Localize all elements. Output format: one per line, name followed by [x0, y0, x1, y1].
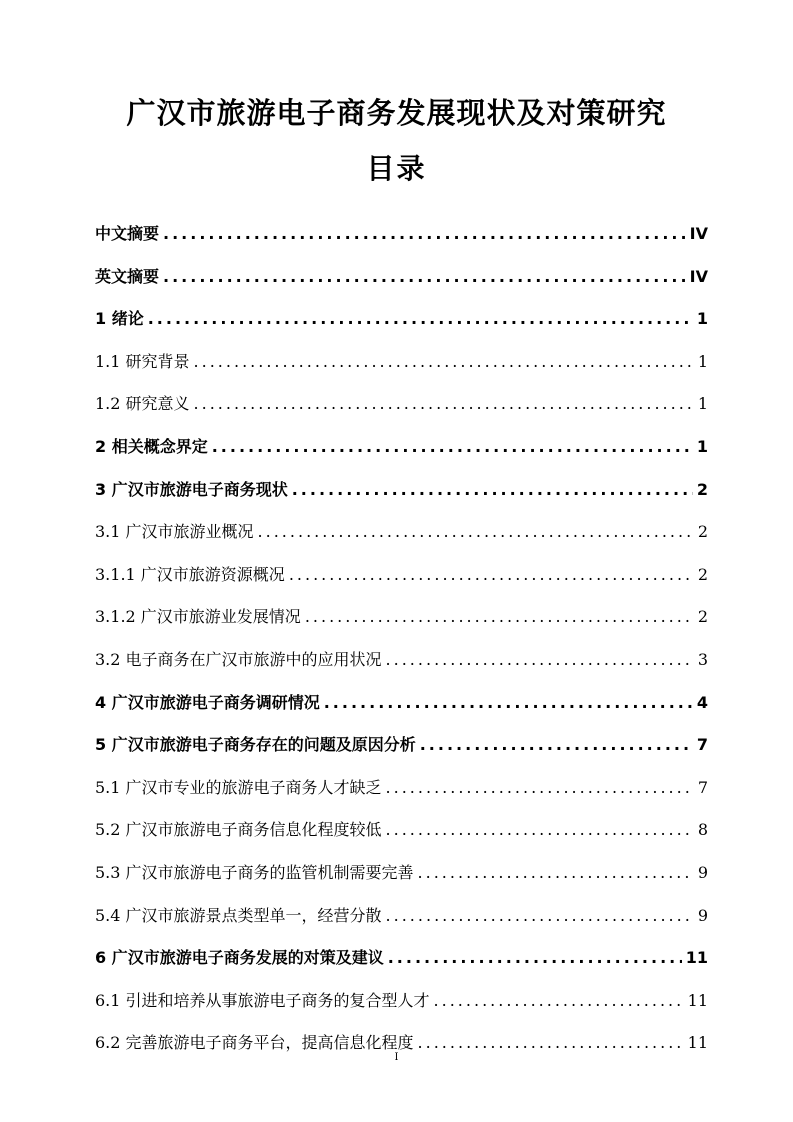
page-number: I	[394, 1052, 399, 1063]
toc-entry-label: 3.1 广汉市旅游业概况	[95, 522, 254, 542]
document-title: 广汉市旅游电子商务发展现状及对策研究	[126, 96, 667, 130]
toc-entry-page-number: 11	[687, 990, 708, 1010]
toc-entry[interactable]	[95, 298, 708, 341]
toc-dot-leader	[388, 937, 682, 980]
toc-entry[interactable]	[95, 256, 708, 299]
toc-dot-leader	[148, 298, 693, 341]
toc-entry-page-number: IV	[689, 224, 708, 243]
toc-entry-label: 2 相关概念界定	[95, 436, 208, 456]
toc-dot-leader	[434, 980, 684, 1023]
toc-entry[interactable]	[95, 469, 708, 512]
toc-dot-leader	[258, 511, 694, 554]
toc-entry-page-number: 2	[697, 564, 708, 584]
toc-dot-leader	[289, 554, 694, 597]
toc-dot-leader	[292, 469, 693, 512]
toc-dot-leader	[194, 383, 694, 426]
toc-entry[interactable]	[95, 809, 708, 852]
toc-entry[interactable]	[95, 511, 708, 554]
toc-entry[interactable]	[95, 426, 708, 469]
toc-entry-page-number: 1	[697, 394, 708, 414]
toc-entry-label: 3.2 电子商务在广汉市旅游中的应用状况	[95, 649, 382, 669]
toc-entry-page-number: 2	[696, 479, 708, 499]
toc-dot-leader	[163, 256, 686, 299]
toc-dot-leader	[386, 895, 694, 938]
toc-entry-page-number: 2	[697, 522, 708, 542]
toc-entry-label: 5.2 广汉市旅游电子商务信息化程度较低	[95, 820, 382, 840]
toc-entry-page-number: 2	[697, 607, 708, 627]
toc-entry-label: 6 广汉市旅游电子商务发展的对策及建议	[95, 948, 384, 968]
toc-entry-page-number: 7	[696, 735, 708, 755]
toc-dot-leader	[212, 426, 693, 469]
toc-entry[interactable]	[95, 980, 708, 1023]
toc-entry[interactable]	[95, 895, 708, 938]
toc-entry[interactable]	[95, 341, 708, 384]
toc-entry[interactable]	[95, 639, 708, 682]
toc-entry[interactable]	[95, 596, 708, 639]
toc-dot-leader	[324, 682, 693, 725]
table-of-contents	[95, 213, 708, 1065]
toc-entry-label: 1.1 研究背景	[95, 351, 190, 371]
toc-dot-leader	[163, 213, 686, 256]
toc-entry-label: 英文摘要	[95, 266, 160, 286]
toc-entry[interactable]	[95, 554, 708, 597]
toc-dot-leader	[194, 341, 694, 384]
toc-entry-page-number: 9	[697, 905, 708, 925]
toc-heading: 目录	[366, 152, 427, 185]
toc-entry-label: 3.1.1 广汉市旅游资源概况	[95, 564, 285, 584]
toc-dot-leader	[386, 767, 694, 810]
toc-entry-page-number: 1	[696, 309, 708, 329]
toc-entry-page-number: 3	[697, 649, 708, 669]
toc-entry[interactable]	[95, 852, 708, 895]
toc-entry-label: 6.2 完善旅游电子商务平台，提高信息化程度	[95, 1033, 414, 1053]
toc-entry[interactable]	[95, 213, 708, 256]
toc-entry-label: 1.2 研究意义	[95, 394, 190, 414]
toc-entry-label: 1 绪论	[95, 309, 144, 329]
toc-entry-page-number: 7	[697, 777, 708, 797]
toc-dot-leader	[386, 639, 694, 682]
toc-entry-page-number: 11	[685, 948, 708, 968]
toc-entry-label: 6.1 引进和培养从事旅游电子商务的复合型人才	[95, 990, 430, 1010]
toc-entry-page-number: 11	[687, 1033, 708, 1053]
toc-entry[interactable]	[95, 383, 708, 426]
toc-entry-page-number: 9	[697, 862, 708, 882]
toc-entry-label: 5 广汉市旅游电子商务存在的问题及原因分析	[95, 735, 416, 755]
toc-entry-label: 中文摘要	[95, 224, 160, 243]
toc-entry-page-number: 8	[697, 820, 708, 840]
toc-entry-label: 3.1.2 广汉市旅游业发展情况	[95, 607, 301, 627]
toc-entry-label: 4 广汉市旅游电子商务调研情况	[95, 692, 320, 712]
toc-dot-leader	[305, 596, 694, 639]
toc-entry-page-number: 1	[697, 351, 708, 371]
toc-entry-label: 5.1 广汉市专业的旅游电子商务人才缺乏	[95, 777, 382, 797]
toc-entry-label: 5.4 广汉市旅游景点类型单一，经营分散	[95, 905, 382, 925]
toc-entry-label: 5.3 广汉市旅游电子商务的监管机制需要完善	[95, 862, 414, 882]
toc-entry[interactable]	[95, 937, 708, 980]
toc-entry[interactable]	[95, 724, 708, 767]
toc-dot-leader	[386, 809, 694, 852]
toc-dot-leader	[418, 852, 694, 895]
toc-entry-page-number: 4	[696, 692, 708, 712]
toc-entry[interactable]	[95, 767, 708, 810]
toc-entry-label: 3 广汉市旅游电子商务现状	[95, 479, 288, 499]
toc-entry[interactable]	[95, 682, 708, 725]
toc-entry-page-number: IV	[689, 266, 708, 286]
toc-entry-page-number: 1	[696, 436, 708, 456]
toc-dot-leader	[420, 724, 693, 767]
